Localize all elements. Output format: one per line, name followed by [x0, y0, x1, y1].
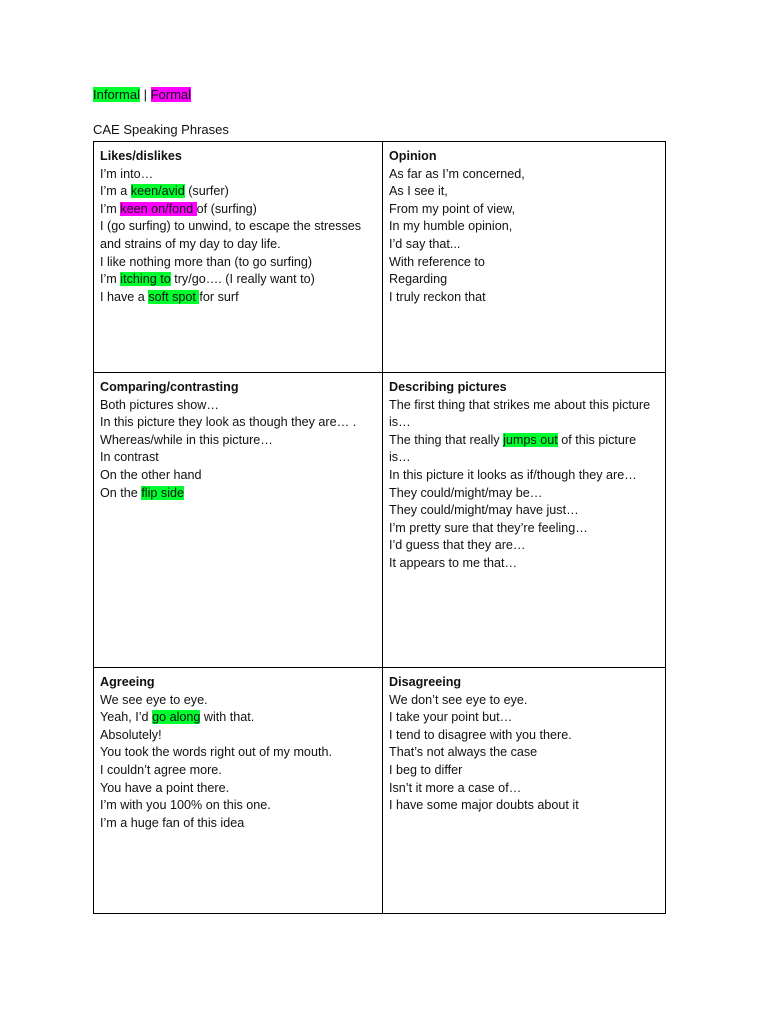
legend-separator: | — [139, 87, 151, 102]
phrase-line — [389, 467, 660, 485]
phrase-text: of (surfing) — [196, 201, 257, 216]
phrase-text: On the other hand — [100, 467, 202, 482]
phrase-line — [100, 183, 376, 201]
cell-lines — [389, 397, 660, 573]
phrase-text: They could/might/may have just… — [389, 503, 579, 518]
cell-heading: Comparing/contrasting — [100, 380, 239, 394]
phrase-text: I beg to differ — [389, 762, 463, 777]
highlighted-phrase-informal: flip side — [141, 485, 185, 500]
phrase-text: In this picture it looks as if/though they are… — [389, 467, 637, 482]
cell-lines — [389, 692, 660, 815]
phrase-line — [389, 709, 660, 727]
phrase-text: The first thing that strikes me about this picture is… — [389, 397, 651, 430]
phrase-line — [389, 254, 660, 272]
phrase-text: I’m with you 100% on this one. — [100, 798, 271, 813]
phrase-text: From my point of view, — [389, 201, 515, 216]
phrase-line — [100, 254, 376, 272]
phrase-text: Isn’t it more a case of… — [389, 780, 522, 795]
phrase-text: I (go surfing) to unwind, to escape the stresses and strains of my day to day life. — [100, 219, 362, 251]
phrase-line — [100, 709, 376, 727]
cell-heading: Likes/dislikes — [100, 149, 182, 163]
phrase-text: I like nothing more than (to go surfing) — [100, 254, 313, 269]
legend — [93, 87, 191, 103]
phrase-line — [100, 201, 376, 219]
phrase-text: of this picture is… — [389, 432, 637, 465]
cell-lines — [100, 692, 376, 833]
phrase-line — [389, 432, 660, 467]
cell-heading: Describing pictures — [389, 380, 507, 394]
phrase-text: With reference to — [389, 254, 485, 269]
phrase-line — [100, 218, 376, 253]
phrase-line — [389, 183, 660, 201]
cell-comparing-contrasting — [94, 373, 383, 668]
phrase-line — [389, 727, 660, 745]
phrases-table — [93, 141, 666, 914]
phrase-line — [100, 744, 376, 762]
phrase-text: I have some major doubts about it — [389, 798, 579, 813]
phrase-text: Both pictures show… — [100, 397, 219, 412]
highlighted-phrase-informal: itching to — [120, 272, 171, 287]
phrase-line — [100, 449, 376, 467]
cell-lines — [389, 166, 660, 307]
phrase-text: I couldn’t agree more. — [100, 762, 222, 777]
phrase-text: I’m a huge fan of this idea — [100, 815, 245, 830]
phrase-text: I’m — [100, 201, 121, 216]
phrase-text: In this picture they look as though they are… . Whereas/while in this picture… — [100, 415, 357, 447]
cell-agreeing — [94, 668, 383, 913]
cell-heading: Opinion — [389, 149, 437, 163]
phrase-line — [389, 555, 660, 573]
phrase-text: Regarding — [389, 272, 448, 287]
legend-formal: Formal — [150, 87, 192, 102]
phrase-text: In my humble opinion, — [389, 219, 513, 234]
phrase-line — [100, 397, 376, 415]
cell-lines — [100, 397, 376, 503]
phrase-line — [389, 537, 660, 555]
phrase-text: As far as I’m concerned, — [389, 166, 525, 181]
phrase-line — [389, 485, 660, 503]
cell-lines — [100, 166, 376, 307]
phrase-line — [389, 502, 660, 520]
phrase-line — [389, 520, 660, 538]
phrase-text: I’m — [100, 272, 121, 287]
phrase-text: We see eye to eye. — [100, 692, 208, 707]
phrase-text: I truly reckon that — [389, 289, 486, 304]
phrase-line — [389, 744, 660, 762]
highlighted-phrase-informal: soft spot — [148, 289, 200, 304]
phrase-line — [100, 797, 376, 815]
phrase-line — [389, 780, 660, 798]
phrase-line — [100, 289, 376, 307]
cell-heading: Agreeing — [100, 675, 155, 689]
highlighted-phrase-informal: keen/avid — [130, 184, 185, 199]
phrase-text: try/go…. (I really want to) — [170, 272, 315, 287]
cell-describing-pictures — [383, 373, 666, 668]
phrase-text: As I see it, — [389, 184, 448, 199]
phrase-text: I’d say that... — [389, 236, 461, 251]
highlighted-phrase-formal: keen on/fond — [120, 201, 197, 216]
phrase-line — [100, 166, 376, 184]
phrase-line — [100, 780, 376, 798]
highlighted-phrase-informal: jumps out — [503, 432, 558, 447]
phrase-text: I’m pretty sure that they’re feeling… — [389, 520, 588, 535]
phrase-text: They could/might/may be… — [389, 485, 543, 500]
phrase-text: The thing that really — [389, 432, 504, 447]
highlighted-phrase-informal: go along — [152, 710, 201, 725]
phrase-text: I’m a — [100, 184, 131, 199]
phrase-line — [100, 485, 376, 503]
phrase-text: I have a — [100, 289, 149, 304]
phrase-text: That’s not always the case — [389, 745, 538, 760]
phrase-text: In contrast — [100, 450, 159, 465]
phrase-line — [389, 218, 660, 236]
phrase-line — [100, 762, 376, 780]
phrase-text: I’m into… — [100, 166, 154, 181]
phrase-text: (surfer) — [184, 184, 229, 199]
phrase-line — [389, 201, 660, 219]
phrase-text: It appears to me that… — [389, 555, 518, 570]
phrase-line — [389, 692, 660, 710]
phrase-text: You have a point there. — [100, 780, 230, 795]
cell-likes-dislikes — [94, 142, 383, 373]
phrase-text: Absolutely! — [100, 727, 162, 742]
phrase-line — [389, 289, 660, 307]
phrase-text: I tend to disagree with you there. — [389, 727, 572, 742]
cell-opinion — [383, 142, 666, 373]
document-title: CAE Speaking Phrases — [93, 122, 229, 137]
phrase-text: Yeah, I’d — [100, 710, 153, 725]
phrase-text: On the — [100, 485, 142, 500]
phrase-line — [100, 727, 376, 745]
phrase-text: We don’t see eye to eye. — [389, 692, 528, 707]
phrase-line — [100, 692, 376, 710]
cell-heading: Disagreeing — [389, 675, 462, 689]
phrase-line — [389, 271, 660, 289]
legend-informal: Informal — [93, 87, 140, 102]
phrase-line — [389, 397, 660, 432]
phrase-line — [100, 815, 376, 833]
phrase-text: with that. — [200, 710, 255, 725]
phrase-text: You took the words right out of my mouth. — [100, 745, 332, 760]
phrase-line — [389, 236, 660, 254]
phrase-text: I’d guess that they are… — [389, 538, 526, 553]
cell-disagreeing — [383, 668, 666, 913]
phrase-line — [100, 414, 376, 449]
phrase-line — [389, 166, 660, 184]
phrase-line — [100, 271, 376, 289]
phrase-text: for surf — [199, 289, 239, 304]
phrase-text: I take your point but… — [389, 710, 513, 725]
phrase-line — [100, 467, 376, 485]
phrase-line — [389, 762, 660, 780]
phrase-line — [389, 797, 660, 815]
